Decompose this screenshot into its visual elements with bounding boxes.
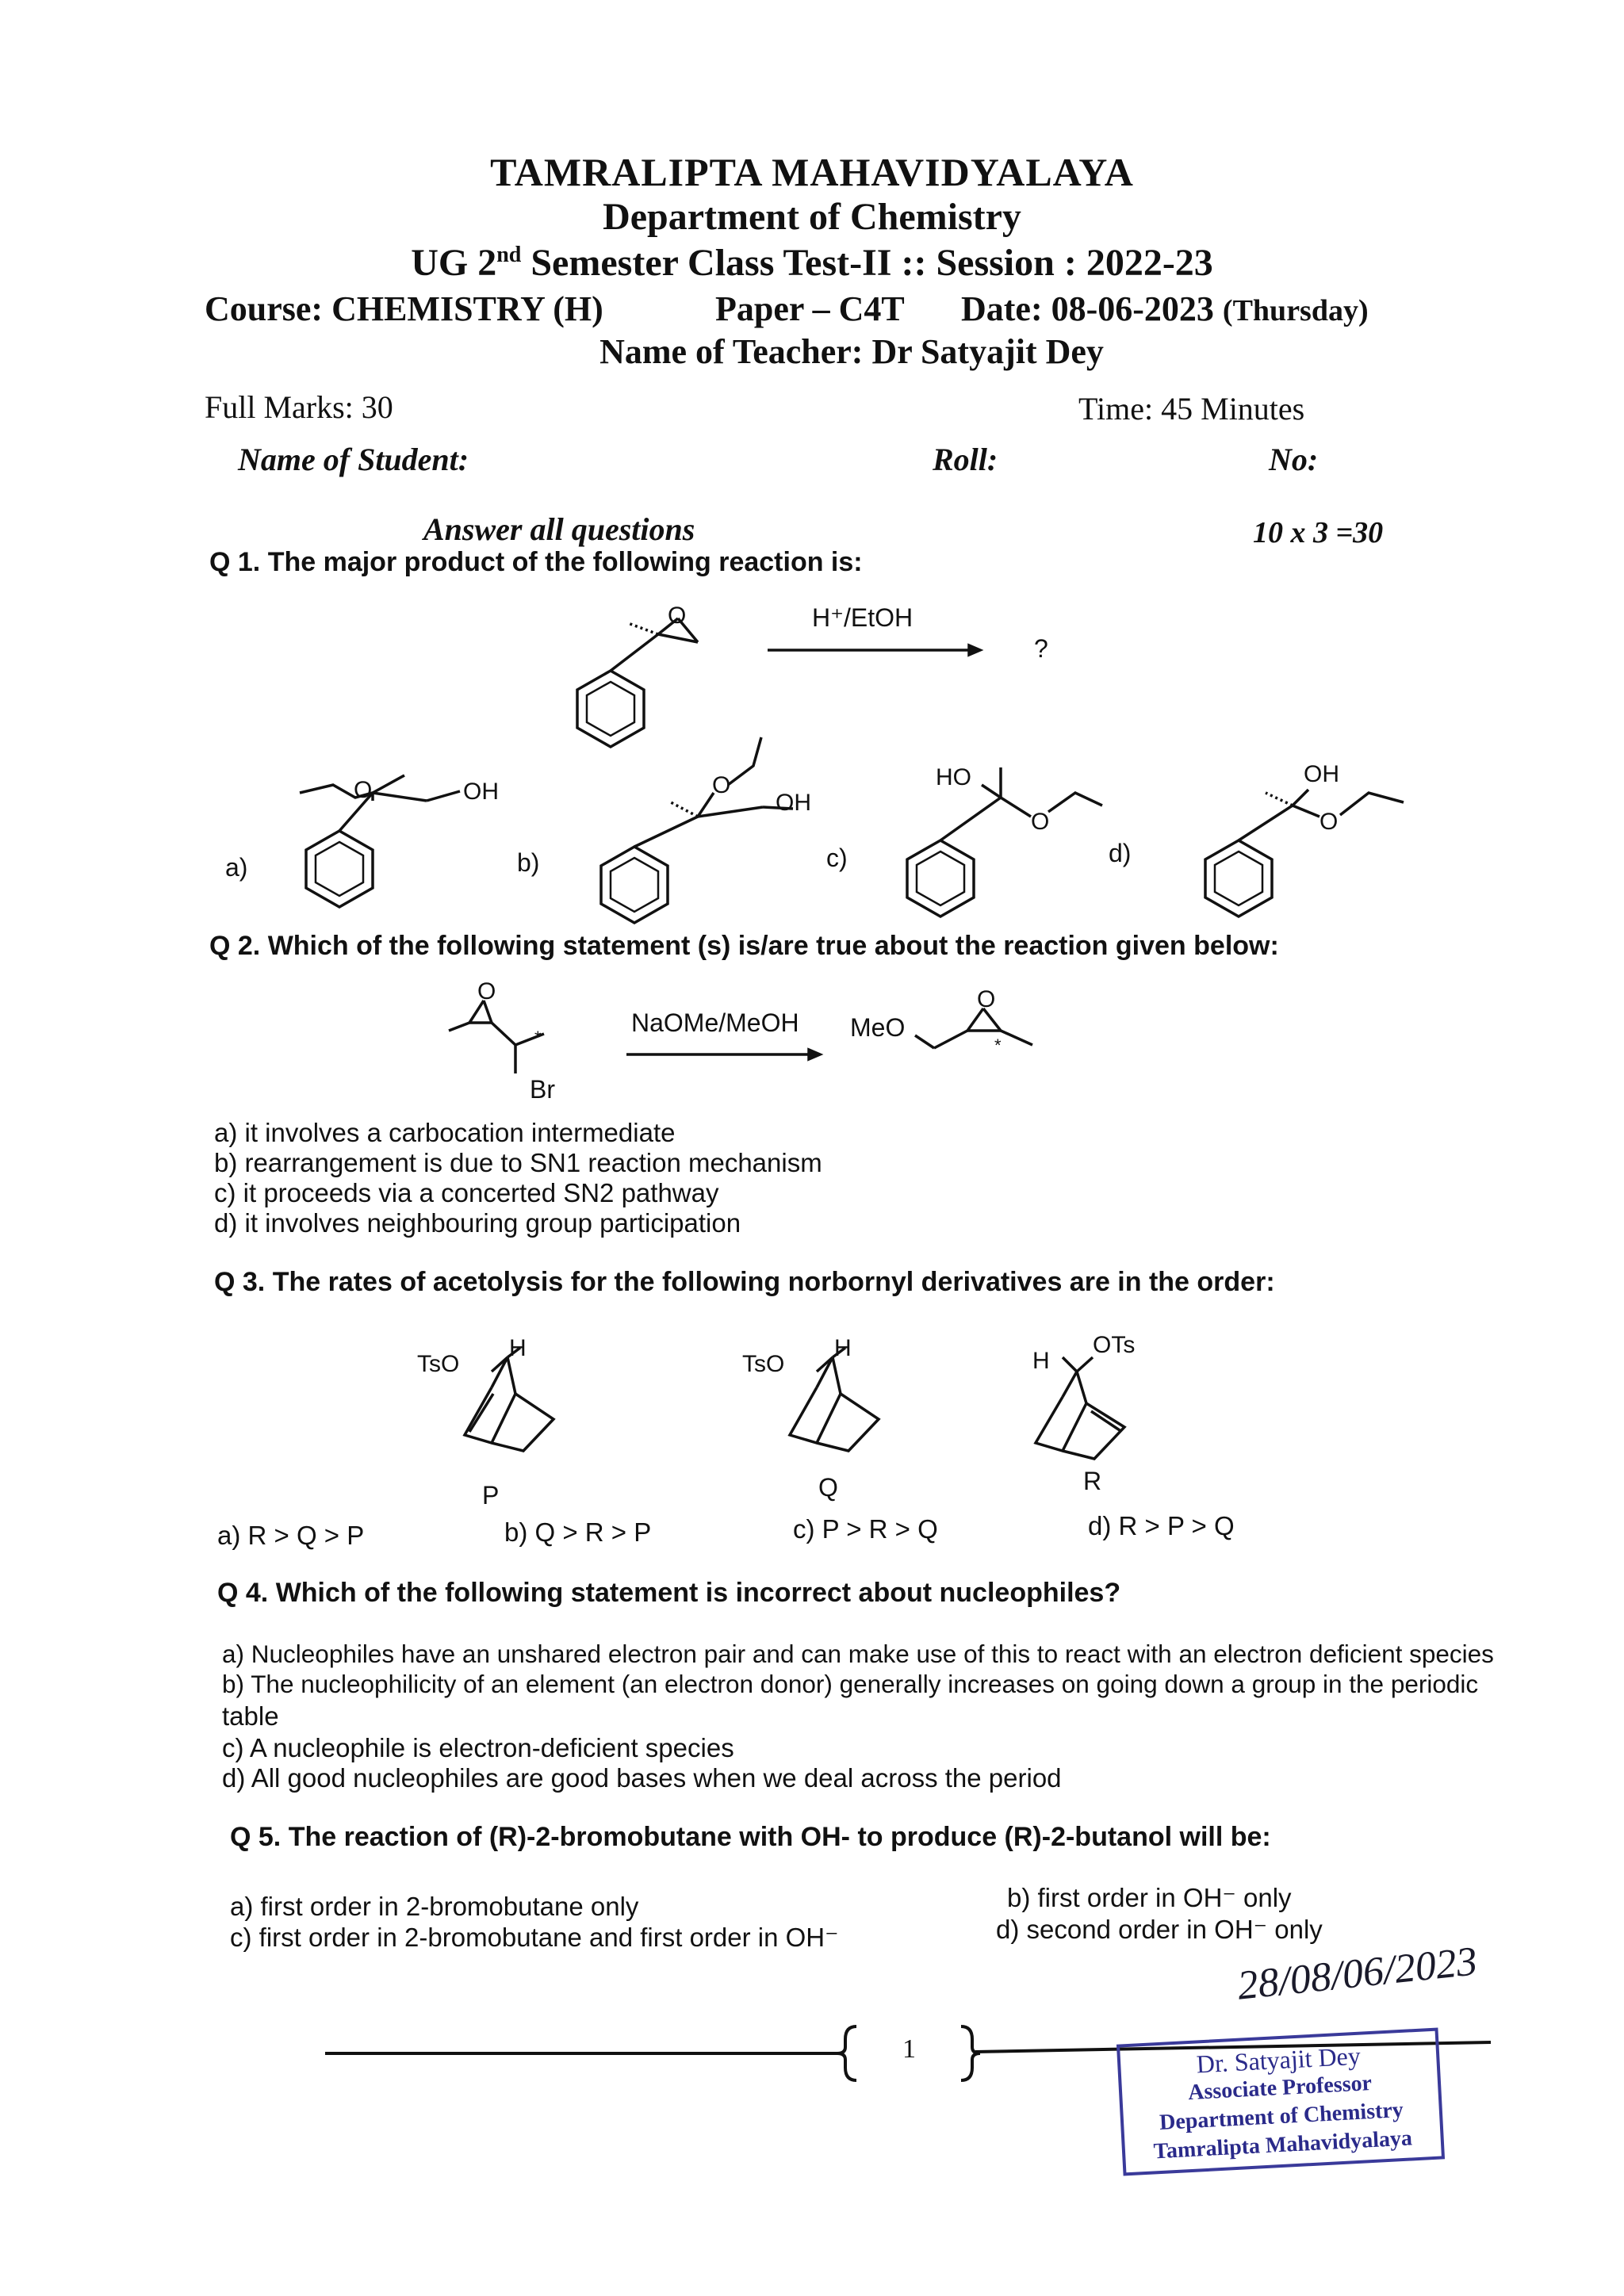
- test-title-sup: nd: [496, 243, 522, 267]
- q2-option-b: b) rearrangement is due to SN1 reaction mechanism: [214, 1148, 822, 1177]
- stamp-name: Dr. Satyajit Dey: [1195, 2041, 1362, 2079]
- q2-star1: *: [534, 1027, 542, 1047]
- q3-option-b: b) Q > R > P: [504, 1517, 652, 1547]
- q3-label-r: R: [1083, 1467, 1102, 1495]
- q3-r-h: H: [1032, 1348, 1050, 1374]
- department-name: Department of Chemistry: [603, 196, 1021, 238]
- q1-option-b: b): [517, 848, 540, 877]
- q1-option-c: c): [826, 844, 848, 872]
- test-title-prefix: UG 2: [411, 242, 497, 284]
- q2-reagent: NaOMe/MeOH: [631, 1008, 799, 1037]
- teacher-stamp: [1116, 2027, 1445, 2175]
- q1-a-oh: OH: [463, 779, 499, 805]
- signature-date: 28/08/06/2023: [1235, 1938, 1480, 2009]
- q1-b-oh: OH: [776, 790, 811, 816]
- college-name: TAMRALIPTA MAHAVIDYALAYA: [490, 150, 1134, 194]
- no-label: No:: [1269, 442, 1319, 477]
- q1-option-d: d): [1109, 839, 1132, 867]
- q4-option-d: d) All good nucleophiles are good bases when we deal across the period: [222, 1763, 1062, 1793]
- q2-br: Br: [530, 1075, 555, 1104]
- q2-meo: MeO: [850, 1013, 906, 1042]
- q1-c-o: O: [1031, 809, 1050, 835]
- instruction: Answer all questions: [423, 511, 695, 547]
- q2-option-c: c) it proceeds via a concerted SN2 pathway: [214, 1178, 719, 1207]
- q3-option-c: c) P > R > Q: [793, 1514, 938, 1544]
- stamp-department: Department of Chemistry: [1159, 2097, 1404, 2136]
- q5-title: Q 5. The reaction of (R)-2-bromobutane with OH- to produce (R)-2-butanol will be:: [230, 1822, 1271, 1852]
- q4-option-c: c) A nucleophile is electron-deficient species: [222, 1733, 734, 1762]
- q2-title: Q 2. Which of the following statement (s) is/are true about the reaction given below:: [209, 931, 1279, 961]
- time-allowed: Time: 45 Minutes: [1078, 391, 1305, 427]
- course-label: Course: CHEMISTRY (H): [205, 289, 603, 328]
- q1-option-a: a): [225, 853, 248, 882]
- q1-reagent: H⁺/EtOH: [812, 603, 914, 632]
- stamp-college: Tamralipta Mahavidyalaya: [1153, 2126, 1413, 2164]
- q2-option-d: d) it involves neighbouring group participation: [214, 1208, 741, 1238]
- test-title-rest: Semester Class Test-II :: Session : 2022-23: [521, 242, 1213, 284]
- q1-b-o: O: [712, 772, 731, 798]
- q1-epoxide-o: O: [668, 603, 687, 629]
- q2-star2: *: [994, 1035, 1002, 1055]
- q2-o2: O: [977, 986, 996, 1012]
- q5-option-b: b) first order in OH⁻ only: [1007, 1883, 1292, 1912]
- stamp-title: Associate Professor: [1187, 2070, 1373, 2106]
- q3-q-h: H: [834, 1335, 852, 1361]
- q5-option-d: d) second order in OH⁻ only: [996, 1915, 1323, 1944]
- page-number: 1: [902, 2034, 916, 2064]
- q3-title: Q 3. The rates of acetolysis for the following norbornyl derivatives are in the order:: [214, 1267, 1275, 1297]
- q1-title: Q 1. The major product of the following reaction is:: [209, 547, 863, 577]
- q3-q-tso: TsO: [742, 1351, 785, 1377]
- marks-scheme: 10 x 3 =30: [1253, 516, 1384, 549]
- q2-o1: O: [477, 978, 496, 1004]
- q3-option-a: a) R > Q > P: [217, 1521, 365, 1550]
- q4-title: Q 4. Which of the following statement is incorrect about nucleophiles?: [217, 1578, 1121, 1608]
- q1-d-oh: OH: [1304, 761, 1339, 787]
- paper-label: Paper – C4T: [715, 289, 905, 328]
- q3-option-d: d) R > P > Q: [1088, 1511, 1235, 1540]
- q5-option-a: a) first order in 2-bromobutane only: [230, 1892, 639, 1921]
- teacher-name: Name of Teacher: Dr Satyajit Dey: [599, 332, 1104, 371]
- q3-p-h: H: [509, 1335, 527, 1361]
- q4-option-b-cont: table: [222, 1701, 279, 1731]
- roll-label: Roll:: [933, 442, 998, 477]
- date-value: Date: 08-06-2023: [961, 289, 1214, 328]
- q5-option-c: c) first order in 2-bromobutane and first order in OH⁻: [230, 1923, 839, 1952]
- q4-option-a: a) Nucleophiles have an unshared electron pair and can make use of this to react with an electron deficient species: [222, 1640, 1494, 1668]
- full-marks: Full Marks: 30: [205, 389, 393, 425]
- q4-option-b: b) The nucleophilicity of an element (an electron donor) generally increases on going down a group in the periodic: [222, 1670, 1479, 1698]
- q1-product-unknown: ?: [1034, 634, 1048, 663]
- day-value: (Thursday): [1222, 294, 1369, 327]
- q1-d-o: O: [1320, 809, 1339, 835]
- q1-a-o: O: [354, 777, 373, 803]
- q3-p-tso: TsO: [417, 1351, 460, 1377]
- q2-option-a: a) it involves a carbocation intermediate: [214, 1118, 676, 1147]
- q1-c-ho: HO: [936, 764, 971, 790]
- q3-r-ots: OTs: [1093, 1332, 1136, 1358]
- student-name-label: Name of Student:: [238, 442, 469, 477]
- q3-label-q: Q: [818, 1473, 838, 1502]
- q3-label-p: P: [482, 1481, 500, 1510]
